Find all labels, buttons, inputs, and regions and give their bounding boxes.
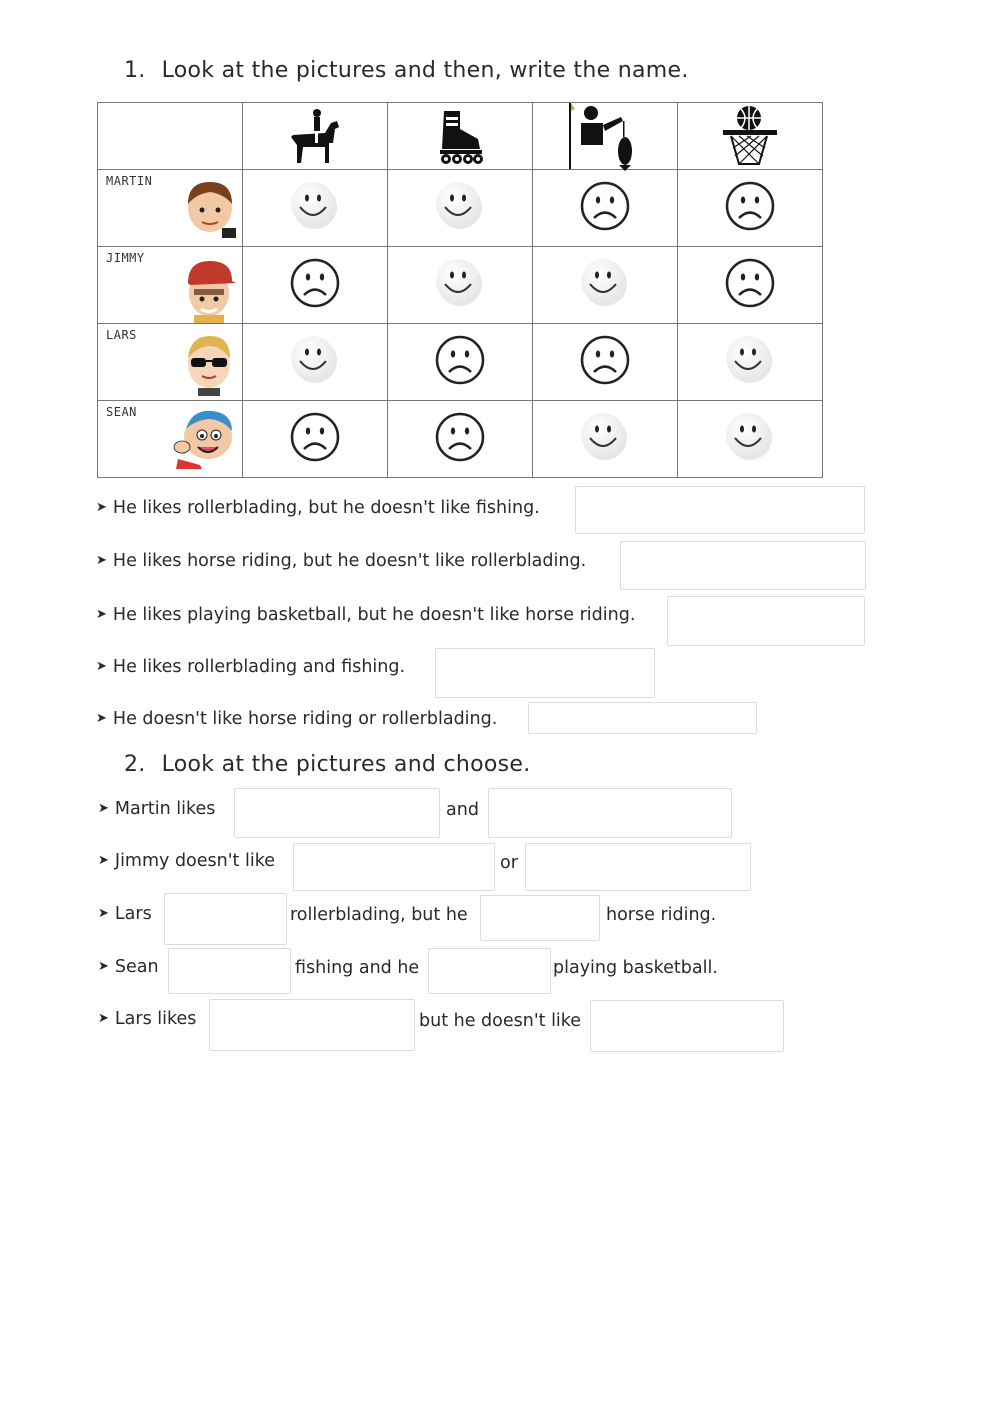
face-cell bbox=[533, 401, 678, 478]
sentence-5 bbox=[96, 709, 497, 729]
happy-face-icon bbox=[288, 179, 342, 237]
face-cell bbox=[388, 401, 533, 478]
activity-cell-fishing bbox=[533, 103, 678, 170]
grid-row-lars bbox=[98, 324, 823, 401]
grid-row-jimmy bbox=[98, 247, 823, 324]
horse-riding-icon bbox=[285, 107, 345, 165]
sad-face-icon bbox=[723, 256, 777, 314]
answer-box-1[interactable] bbox=[575, 486, 865, 534]
choose-line-4-part-b: fishing and he bbox=[295, 958, 420, 978]
section1-title: Look at the pictures and then, write the name. bbox=[161, 58, 689, 83]
arrow-bullet-icon: ➤ bbox=[98, 853, 109, 868]
sentence-3-text: He likes playing basketball, but he doesn't like horse riding. bbox=[112, 605, 636, 625]
choose-box-4a[interactable] bbox=[168, 948, 291, 994]
answer-box-5[interactable] bbox=[528, 702, 757, 734]
choose-line-5-part-b: but he doesn't like bbox=[419, 1011, 582, 1031]
happy-face-icon bbox=[723, 410, 777, 468]
choose-box-3a[interactable] bbox=[164, 893, 287, 945]
boy-cartoon-avatar-icon bbox=[172, 407, 238, 469]
face-cell bbox=[678, 170, 823, 247]
choose-box-5b[interactable] bbox=[590, 1000, 784, 1052]
sentence-2-text: He likes horse riding, but he doesn't like rollerblading. bbox=[112, 551, 587, 571]
choose-line-4 bbox=[98, 957, 159, 977]
face-cell bbox=[533, 247, 678, 324]
choose-box-3b[interactable] bbox=[480, 895, 600, 941]
arrow-bullet-icon: ➤ bbox=[96, 607, 107, 622]
choose-line-1-part-a: Martin likes bbox=[114, 799, 216, 819]
sentence-4 bbox=[96, 657, 405, 677]
section1-number: 1. bbox=[124, 58, 146, 83]
happy-face-icon bbox=[433, 256, 487, 314]
choose-line-3 bbox=[98, 904, 152, 924]
choose-line-4-part-a: Sean bbox=[114, 957, 159, 977]
face-cell bbox=[388, 324, 533, 401]
sentence-4-text: He likes rollerblading and fishing. bbox=[112, 657, 406, 677]
choose-line-2-part-b: or bbox=[500, 853, 518, 873]
choose-box-5a[interactable] bbox=[209, 999, 415, 1051]
sad-face-icon bbox=[433, 410, 487, 468]
grid-row-martin bbox=[98, 170, 823, 247]
face-cell bbox=[678, 247, 823, 324]
choose-box-1a[interactable] bbox=[234, 788, 440, 838]
answer-box-2[interactable] bbox=[620, 541, 866, 590]
sad-face-icon bbox=[288, 256, 342, 314]
choose-line-2 bbox=[98, 851, 275, 871]
sad-face-icon bbox=[433, 333, 487, 391]
happy-face-icon bbox=[433, 179, 487, 237]
face-cell bbox=[678, 324, 823, 401]
answer-box-3[interactable] bbox=[667, 596, 865, 646]
person-cell-lars bbox=[98, 324, 243, 401]
person-cell-jimmy bbox=[98, 247, 243, 324]
boy-sunglasses-avatar-icon bbox=[180, 330, 238, 396]
face-cell bbox=[678, 401, 823, 478]
sentence-1-text: He likes rollerblading, but he doesn't like fishing. bbox=[112, 498, 540, 518]
grid-header-row bbox=[98, 103, 823, 170]
arrow-bullet-icon: ➤ bbox=[96, 553, 107, 568]
arrow-bullet-icon: ➤ bbox=[98, 1011, 109, 1026]
happy-face-icon bbox=[723, 333, 777, 391]
choose-box-2b[interactable] bbox=[525, 843, 751, 891]
section2-title: Look at the pictures and choose. bbox=[161, 752, 531, 777]
choose-line-1 bbox=[98, 799, 215, 819]
happy-face-icon bbox=[288, 333, 342, 391]
sentence-1 bbox=[96, 498, 540, 518]
basketball-icon bbox=[719, 104, 781, 168]
arrow-bullet-icon: ➤ bbox=[98, 906, 109, 921]
sentence-3 bbox=[96, 605, 635, 625]
face-cell bbox=[388, 247, 533, 324]
choose-box-2a[interactable] bbox=[293, 843, 495, 891]
person-name-lars: LARS bbox=[106, 328, 137, 342]
arrow-bullet-icon: ➤ bbox=[96, 711, 107, 726]
face-cell bbox=[243, 324, 388, 401]
face-cell bbox=[243, 401, 388, 478]
choose-line-2-part-a: Jimmy doesn't like bbox=[114, 851, 275, 871]
person-name-jimmy: JIMMY bbox=[106, 251, 145, 265]
choose-line-3-part-a: Lars bbox=[114, 904, 152, 924]
boy-cap-avatar-icon bbox=[180, 253, 238, 323]
grid-corner-cell bbox=[98, 103, 243, 170]
arrow-bullet-icon: ➤ bbox=[96, 659, 107, 674]
person-name-sean: SEAN bbox=[106, 405, 137, 419]
choose-line-1-part-b: and bbox=[446, 800, 479, 820]
activity-cell-horse-riding bbox=[243, 103, 388, 170]
face-cell bbox=[243, 170, 388, 247]
person-cell-sean bbox=[98, 401, 243, 478]
face-cell bbox=[533, 324, 678, 401]
choose-line-3-part-c: horse riding. bbox=[606, 905, 717, 925]
sentence-5-text: He doesn't like horse riding or rollerblading. bbox=[112, 709, 498, 729]
answer-box-4[interactable] bbox=[435, 648, 655, 698]
choose-box-4b[interactable] bbox=[428, 948, 551, 994]
grid-row-sean bbox=[98, 401, 823, 478]
sad-face-icon bbox=[288, 410, 342, 468]
section1-heading bbox=[124, 58, 689, 83]
happy-face-icon bbox=[578, 410, 632, 468]
sad-face-icon bbox=[723, 179, 777, 237]
fishing-icon bbox=[565, 101, 645, 171]
section2-heading bbox=[124, 752, 531, 777]
boy-avatar-icon bbox=[180, 176, 238, 238]
section2-number: 2. bbox=[124, 752, 146, 777]
face-cell bbox=[388, 170, 533, 247]
choose-line-3-part-b: rollerblading, but he bbox=[290, 905, 468, 925]
choose-box-1b[interactable] bbox=[488, 788, 732, 838]
activity-cell-basketball bbox=[678, 103, 823, 170]
arrow-bullet-icon: ➤ bbox=[98, 801, 109, 816]
person-name-martin: MARTIN bbox=[106, 174, 153, 188]
choose-line-5-part-a: Lars likes bbox=[114, 1009, 197, 1029]
face-cell bbox=[243, 247, 388, 324]
choose-line-4-part-c: playing basketball. bbox=[553, 958, 718, 978]
activity-cell-rollerblading bbox=[388, 103, 533, 170]
person-cell-martin bbox=[98, 170, 243, 247]
rollerblade-icon bbox=[430, 107, 490, 165]
likes-grid bbox=[97, 102, 823, 478]
sad-face-icon bbox=[578, 333, 632, 391]
sad-face-icon bbox=[578, 179, 632, 237]
face-cell bbox=[533, 170, 678, 247]
arrow-bullet-icon: ➤ bbox=[96, 500, 107, 515]
arrow-bullet-icon: ➤ bbox=[98, 959, 109, 974]
happy-face-icon bbox=[578, 256, 632, 314]
choose-line-5 bbox=[98, 1009, 196, 1029]
sentence-2 bbox=[96, 551, 586, 571]
